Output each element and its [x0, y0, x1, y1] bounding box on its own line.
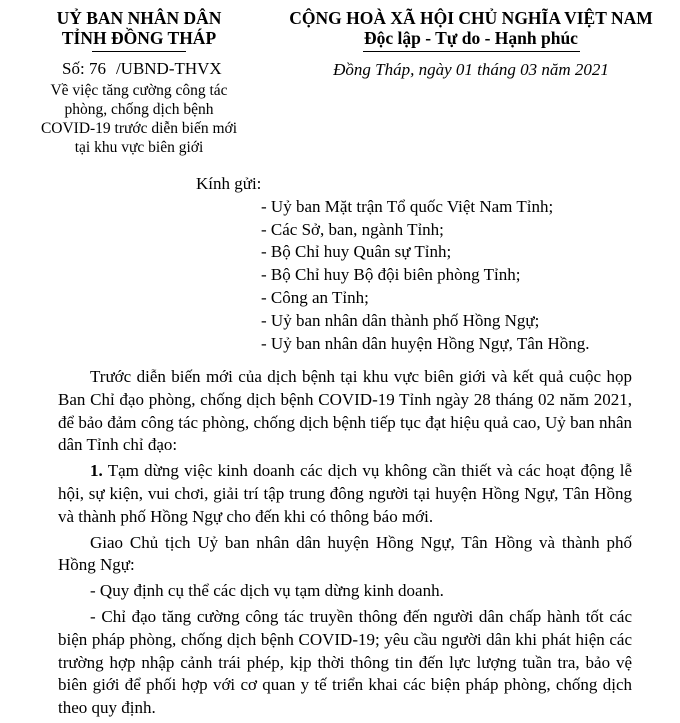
assignment-paragraph: Giao Chủ tịch Uỷ ban nhân dân huyện Hồng Ngự, Tân Hồng và thành phố Hồng Ngự: — [58, 532, 632, 575]
recipient-item: - Bộ Chỉ huy Quân sự Tỉnh; — [261, 242, 452, 262]
recipients-label: Kính gửi: — [196, 174, 262, 193]
item-1-text: Tạm dừng việc kinh doanh các dịch vụ không cần thiết và các hoạt động lễ hội, sự kiện, vui chơi, giải trí tập trung đông người tại huyện Hồng Ngự, Tân Hồng và thành phố Hồng Ngự cho đến khi có thông báo mới. — [58, 461, 632, 526]
issuer-name-line1: UỶ BAN NHÂN DÂN — [56, 8, 222, 28]
motto-underline — [363, 51, 580, 52]
issuer-name-line2: TỈNH ĐỒNG THÁP — [61, 28, 217, 48]
document-code: /UBND-THVX — [115, 59, 222, 78]
document-body — [58, 366, 632, 723]
subject-line: COVID-19 trước diễn biến mới — [40, 120, 238, 137]
bullet-paragraph: - Quy định cụ thể các dịch vụ tạm dừng kinh doanh. — [90, 581, 444, 601]
issuer-underline — [92, 51, 186, 52]
subject-line: Về việc tăng cường công tác — [50, 82, 228, 99]
bullet-paragraph: - Chỉ đạo tăng cường công tác truyền thông đến người dân chấp hành tốt các biện pháp phòng, chống dịch bệnh COVID-19; yêu cầu người dân khi phát hiện các trường hợp nhập cảnh trái phép, kịp thời thông tin đến lực lượng tuần tra, bảo vệ biên giới để phối hợp với cơ quan y tế triển khai các biện pháp phòng, chống dịch theo quy định. — [58, 606, 632, 718]
place-and-date: Đồng Tháp, ngày 01 tháng 03 năm 2021 — [333, 60, 609, 79]
item-1-paragraph — [58, 460, 632, 528]
document-number-label: Số: — [62, 59, 85, 78]
recipients-list — [196, 196, 590, 356]
recipients-block — [196, 173, 590, 355]
national-motto: Độc lập - Tự do - Hạnh phúc — [364, 28, 578, 48]
intro-paragraph: Trước diễn biến mới của dịch bệnh tại khu vực biên giới và kết quả cuộc họp Ban Chỉ đạo phòng, chống dịch bệnh COVID-19 Tỉnh ngày 28 tháng 02 năm 2021, để bảo đảm công tác phòng, chống dịch bệnh tiếp tục đạt hiệu quả cao, Uỷ ban nhân dân Tỉnh chỉ đạo: — [58, 367, 632, 455]
recipient-item: - Uỷ ban nhân dân huyện Hồng Ngự, Tân Hồng. — [261, 333, 590, 353]
document-subject — [26, 81, 252, 157]
recipient-item: - Uỷ ban Mặt trận Tổ quốc Việt Nam Tỉnh; — [261, 196, 554, 216]
recipient-item: - Công an Tỉnh; — [261, 287, 369, 307]
item-1-number: 1. — [90, 461, 103, 481]
nation-title: CỘNG HOÀ XÃ HỘI CHỦ NGHĨA VIỆT NAM — [289, 8, 653, 28]
document-number — [26, 59, 252, 79]
recipient-item: - Bộ Chỉ huy Bộ đội biên phòng Tỉnh; — [261, 265, 521, 285]
subject-line: tại khu vực biên giới — [74, 139, 204, 156]
recipient-item: - Uỷ ban nhân dân thành phố Hồng Ngự; — [261, 310, 540, 330]
document-number-value: 76 — [88, 59, 106, 78]
issuer-block — [26, 8, 252, 157]
national-header — [262, 8, 680, 80]
subject-line: phòng, chống dịch bệnh — [64, 101, 214, 118]
recipient-item: - Các Sở, ban, ngành Tỉnh; — [261, 219, 444, 239]
